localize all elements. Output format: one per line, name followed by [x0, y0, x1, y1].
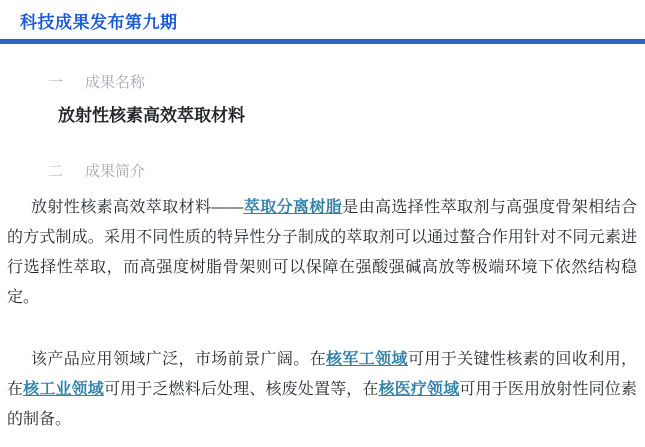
- link-extraction-resin[interactable]: 萃取分离树脂: [243, 199, 343, 216]
- section-1-marker: 一: [48, 74, 64, 91]
- intro-paragraph-1: [7, 193, 637, 313]
- section-2-heading: 成果简介: [85, 163, 146, 180]
- text-run: 放射性核素高效萃取材料——: [31, 199, 244, 216]
- text-run: 可用于医用放射性同位素的制备。: [7, 381, 637, 428]
- intro-paragraph-2: [7, 345, 637, 435]
- page-title: 科技成果发布第九期: [20, 13, 178, 32]
- section-heading-name: [48, 75, 645, 91]
- link-nuclear-industry-field[interactable]: 核工业领域: [23, 381, 104, 398]
- page-header: [0, 0, 645, 33]
- text-run: 是由高选择性萃取剂与高强度骨架相结合的方式制成。采用不同性质的特异性分子制成的萃取剂可以通过螯合作用针对不同元素进行选择性萃取，而高强度树脂骨架则可以保障在强酸强碱高放等极端环境下依然结构稳定。: [7, 199, 637, 306]
- link-nuclear-medical-field[interactable]: 核医疗领域: [378, 381, 460, 398]
- header-divider: [0, 39, 645, 44]
- text-run: 该产品应用领域广泛，市场前景广阔。在: [31, 351, 326, 368]
- text-run: 可用于乏燃料后处理、核废处置等，在: [103, 381, 379, 398]
- link-nuclear-military-field[interactable]: 核军工领域: [325, 351, 408, 368]
- section-1-heading: 成果名称: [85, 74, 146, 91]
- section-heading-intro: [48, 164, 645, 180]
- achievement-name: 放射性核素高效萃取材料: [58, 106, 245, 125]
- section-2-marker: 二: [48, 163, 64, 180]
- text-run: 可用于关键性核素的回收利用，在: [7, 351, 637, 398]
